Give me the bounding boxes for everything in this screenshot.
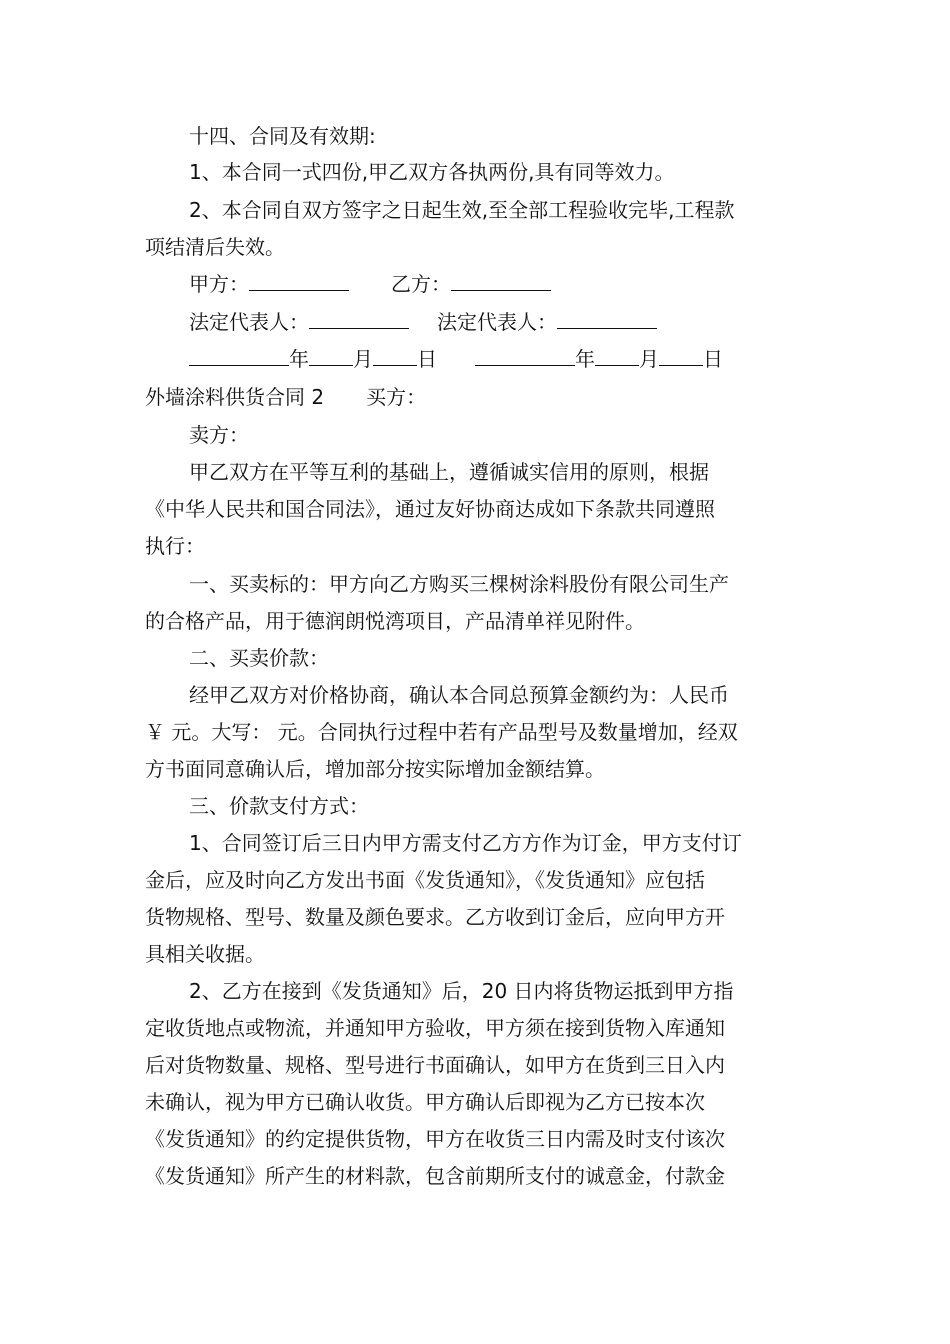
contract-title: 外墙涂料供货合同 2 — [145, 385, 325, 409]
rep-a-label: 法定代表人： — [189, 310, 309, 334]
paragraph-line: 2、乙方在接到《发货通知》后，20 日内将货物运抵到甲方指 — [189, 979, 734, 1003]
paragraph-line: 未确认，视为甲方已确认收货。甲方确认后即视为乙方已按本次 — [145, 1090, 705, 1114]
month-blank — [309, 343, 353, 366]
paragraph-line: 1、合同签订后三日内甲方需支付乙方方作为订金，甲方支付订 — [189, 831, 742, 855]
paragraph-line: 的合格产品，用于德润朗悦湾项目，产品清单祥见附件。 — [145, 609, 645, 633]
party-a-label: 甲方： — [189, 272, 249, 296]
month-label: 月 — [639, 347, 659, 371]
signature-date-row — [189, 341, 723, 377]
signature-rep-row — [189, 304, 657, 340]
party-a-blank — [249, 268, 349, 291]
month-blank — [595, 343, 639, 366]
day-blank — [659, 343, 703, 366]
paragraph-line: 《发货通知》所产生的材料款，包含前期所支付的诚意金，付款金 — [145, 1164, 725, 1188]
day-blank — [373, 343, 417, 366]
section-heading-14: 十四、合同及有效期: — [189, 124, 376, 148]
rep-b-blank — [557, 306, 657, 329]
paragraph-line: 项结清后失效。 — [145, 235, 285, 259]
paragraph-line: 方书面同意确认后，增加部分按实际增加金额结算。 — [145, 757, 605, 781]
paragraph-line: ￥ 元。大写： 元。合同执行过程中若有产品型号及数量增加，经双 — [145, 720, 738, 744]
buyer-label: 买方： — [366, 385, 427, 409]
paragraph-line: 甲乙双方在平等互利的基础上，遵循诚实信用的原则，根据 — [189, 460, 709, 484]
section-heading-2: 二、买卖价款： — [189, 646, 329, 670]
paragraph-line: 《中华人民共和国合同法》，通过友好协商达成如下条款共同遵照 — [145, 497, 715, 521]
seller-label: 卖方： — [189, 423, 249, 447]
day-label: 日 — [703, 347, 723, 371]
contract-title-row — [145, 379, 426, 415]
paragraph-line: 2、本合同自双方签字之日起生效,至全部工程验收完毕,工程款 — [189, 198, 735, 222]
paragraph-line: 金后，应及时向乙方发出书面《发货通知》，《发货通知》应包括 — [145, 868, 705, 892]
paragraph-line: 经甲乙双方对价格协商，确认本合同总预算金额约为：人民币 — [189, 683, 729, 707]
rep-b-label: 法定代表人： — [437, 310, 557, 334]
year-label: 年 — [289, 347, 309, 371]
month-label: 月 — [353, 347, 373, 371]
party-b-blank — [451, 268, 551, 291]
rep-a-blank — [309, 306, 409, 329]
paragraph-line: 具相关收据。 — [145, 942, 265, 966]
section-heading-3: 三、价款支付方式： — [189, 794, 369, 818]
paragraph-line: 货物规格、型号、数量及颜色要求。乙方收到订金后，应向甲方开 — [145, 905, 725, 929]
paragraph-line: 1、本合同一式四份,甲乙双方各执两份,具有同等效力。 — [189, 160, 675, 184]
paragraph-line: 定收货地点或物流，并通知甲方验收，甲方须在接到货物入库通知 — [145, 1016, 725, 1040]
party-b-label: 乙方： — [391, 272, 451, 296]
section-heading-1: 一、买卖标的：甲方向乙方购买三棵树涂料股份有限公司生产 — [189, 572, 729, 596]
year-blank — [189, 343, 289, 366]
paragraph-line: 执行： — [145, 534, 205, 558]
paragraph-line: 后对货物数量、规格、型号进行书面确认，如甲方在货到三日入内 — [145, 1053, 725, 1077]
paragraph-line: 《发货通知》的约定提供货物，甲方在收货三日内需及时支付该次 — [145, 1127, 725, 1151]
year-blank — [475, 343, 575, 366]
signature-party-row — [189, 266, 551, 302]
day-label: 日 — [417, 347, 437, 371]
year-label: 年 — [575, 347, 595, 371]
